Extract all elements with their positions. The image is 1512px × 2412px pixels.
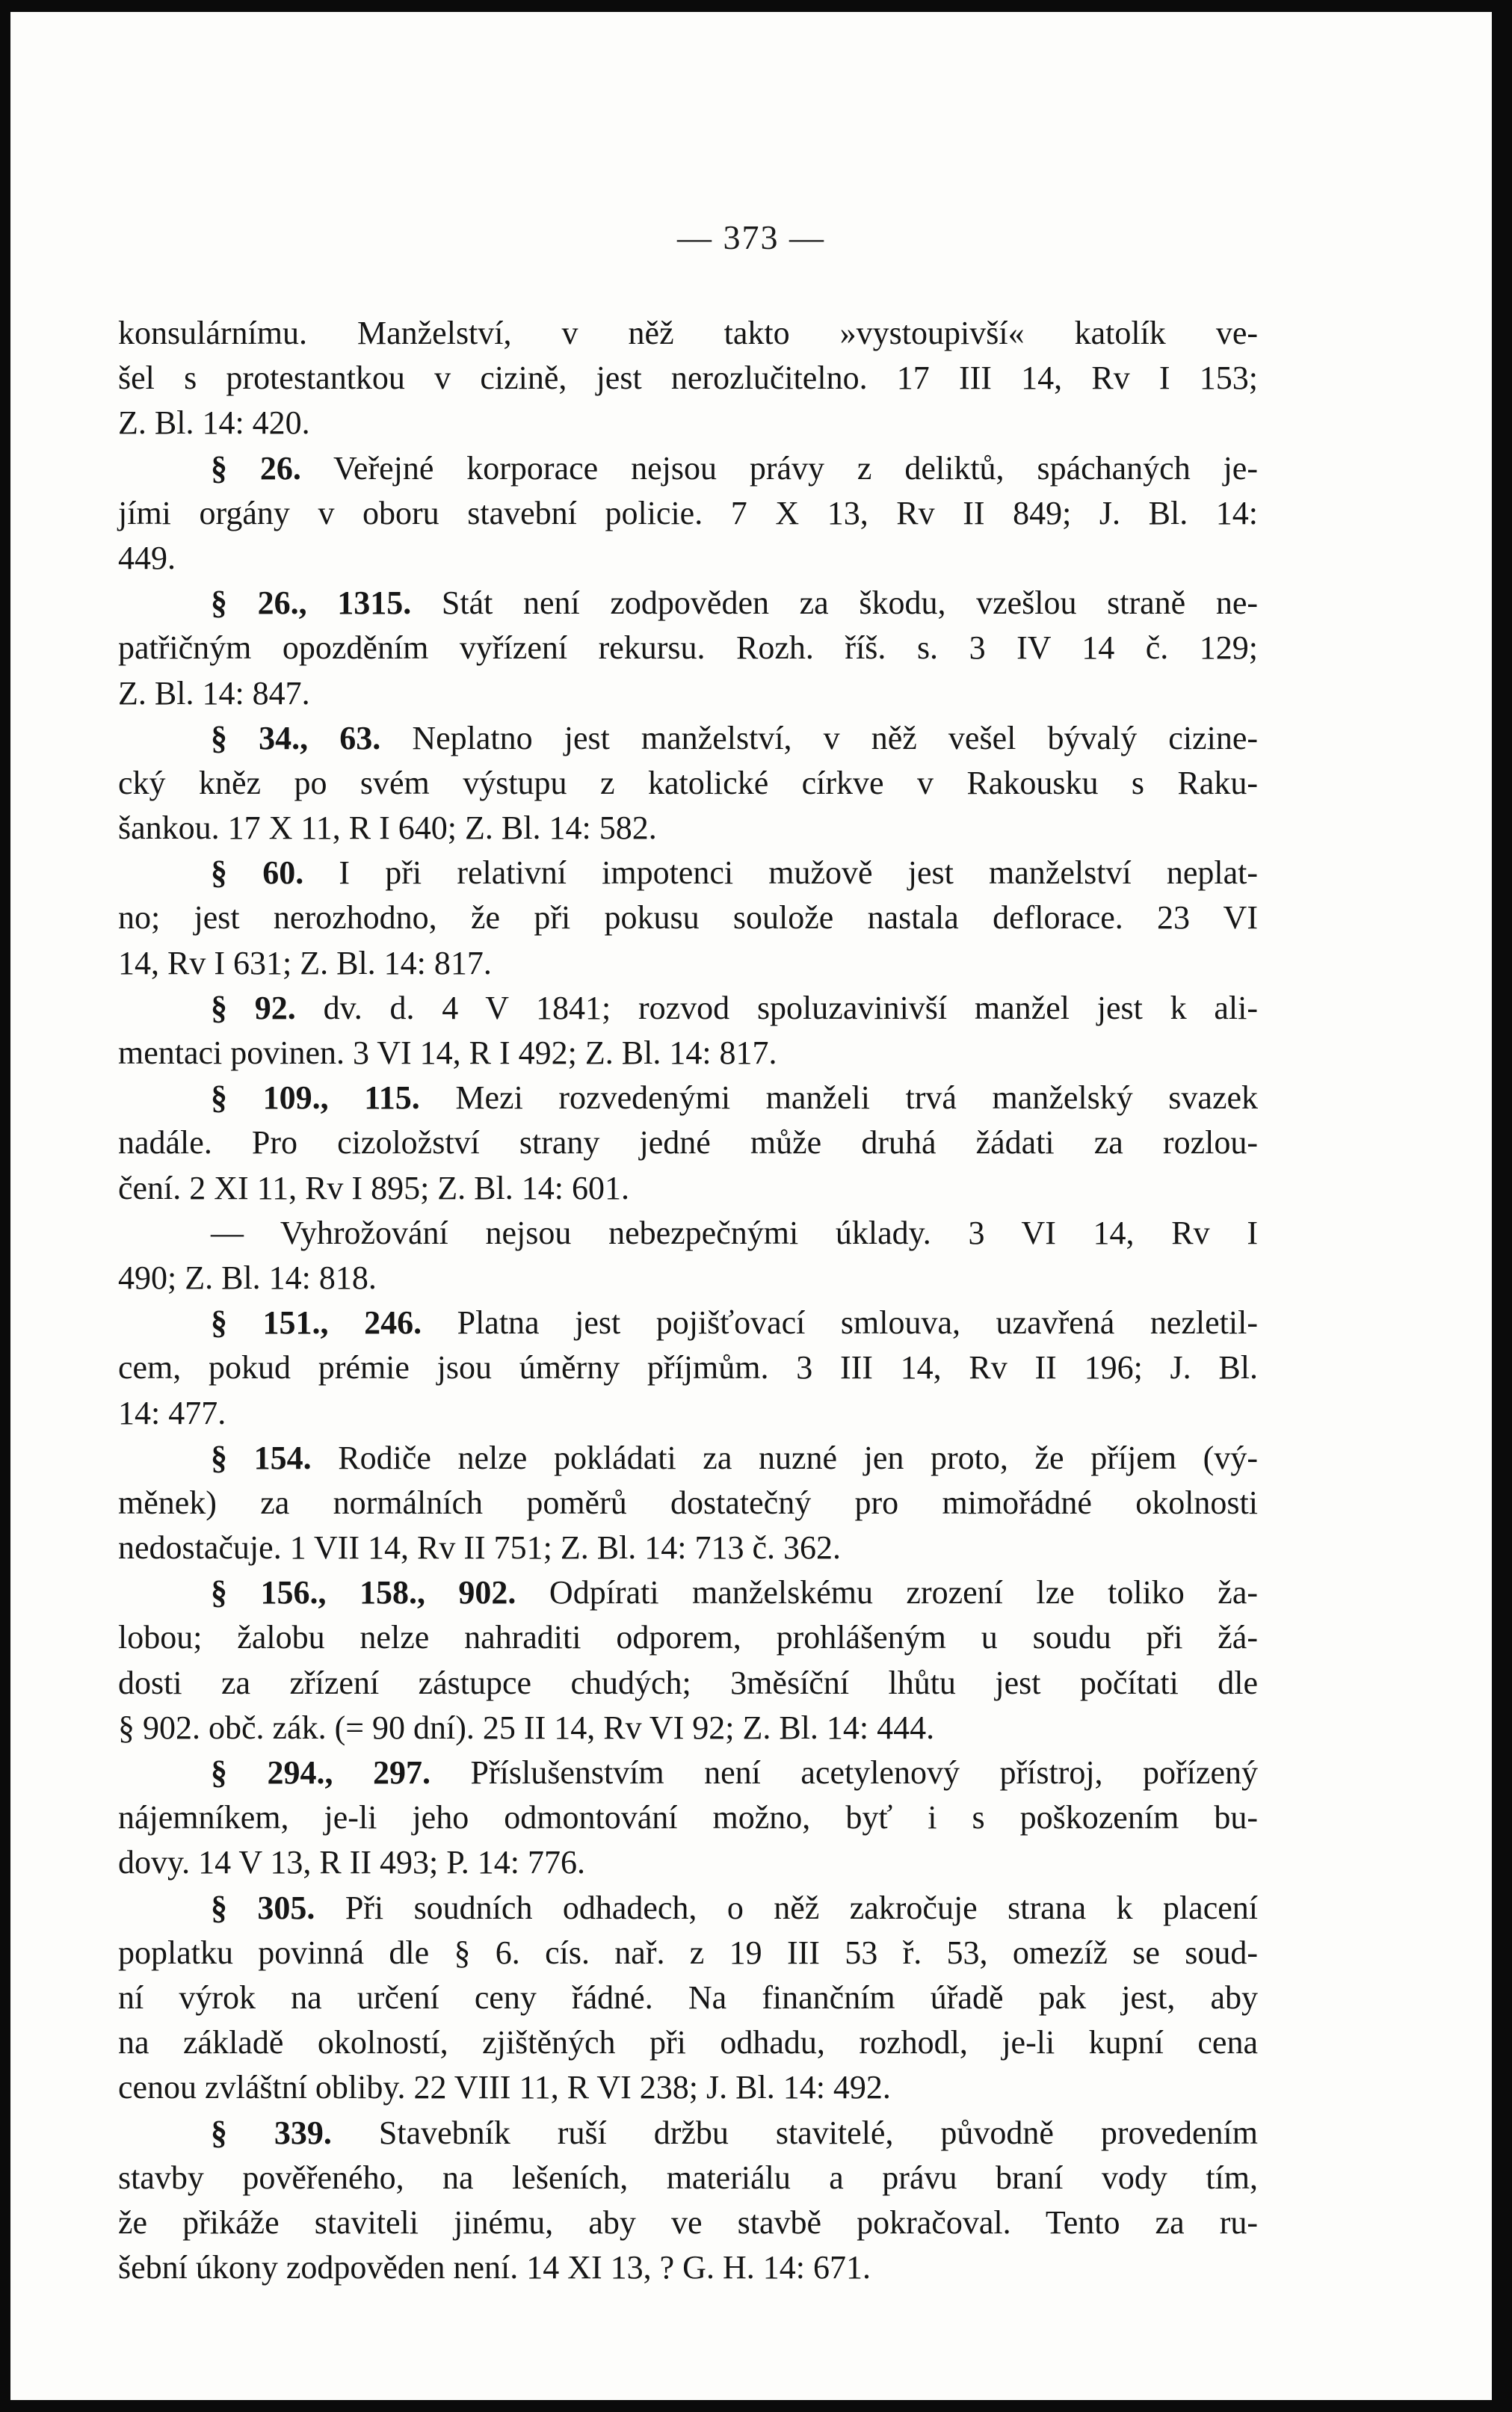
text-line [118, 446, 1258, 491]
text-line [118, 1120, 1258, 1165]
line-text: Neplatno jest manželství, v něž vešel bývalý cizine- [412, 719, 1258, 756]
line-text: mentaci povinen. 3 VI 14, R I 492; Z. Bl. 14: 817. [118, 1034, 777, 1071]
text-line [118, 986, 1258, 1031]
text-line [118, 536, 1258, 581]
text-line [118, 1166, 1258, 1211]
text-line [118, 401, 1258, 445]
text-line [118, 761, 1258, 806]
line-text: nájemníkem, je-li jeho odmontování možno, byť i s poškozením bu- [118, 1799, 1258, 1836]
text-line [118, 1256, 1258, 1301]
text-line [118, 2020, 1258, 2065]
line-text: jími orgány v oboru stavební policie. 7 X 13, Rv II 849; J. Bl. 14: [118, 494, 1258, 531]
text-line [118, 806, 1258, 851]
line-text: Mezi rozvedenými manželi trvá manželský svazek [455, 1079, 1259, 1117]
text-line [118, 1481, 1258, 1526]
section-reference: § 339. [211, 2114, 332, 2151]
line-text: lobou; žalobu nelze nahraditi odporem, prohlášeným u soudu při žá- [118, 1619, 1258, 1656]
line-text: dv. d. 4 V 1841; rozvod spoluzavinivší manžel jest k ali- [323, 989, 1259, 1026]
line-text: 14: 477. [118, 1394, 226, 1431]
line-text: no; jest nerozhodno, že při pokusu soulože nastala deflorace. 23 VI [118, 899, 1258, 937]
line-text: Veřejné korporace nejsou právy z deliktů, spáchaných je- [333, 449, 1258, 487]
text-line [118, 1795, 1258, 1840]
text-line [118, 1391, 1258, 1436]
line-text: § 902. obč. zák. (= 90 dní). 25 II 14, Rv VI 92; Z. Bl. 14: 444. [118, 1709, 935, 1746]
line-text: Odpírati manželskému zrození lze toliko ža- [549, 1574, 1258, 1611]
book-page [10, 12, 1492, 2400]
text-line [118, 1211, 1258, 1256]
text-line [118, 1076, 1258, 1120]
line-text: konsulárnímu. Manželství, v něž takto »vystoupivší« katolík ve- [118, 315, 1258, 351]
line-text: Příslušenstvím není acetylenový přístroj, pořízený [470, 1754, 1258, 1791]
line-text: Rodiče nelze pokládati za nuzné jen proto, že příjem (vý- [338, 1439, 1258, 1476]
text-line [118, 851, 1258, 895]
line-text: šel s protestantkou v cizině, jest nerozlučitelno. 17 III 14, Rv I 153; [118, 360, 1258, 397]
line-text: šankou. 17 X 11, R I 640; Z. Bl. 14: 582. [118, 809, 657, 847]
section-reference: § 26., 1315. [211, 585, 412, 622]
text-line [118, 2245, 1258, 2290]
line-text: 14, Rv I 631; Z. Bl. 14: 817. [118, 944, 492, 981]
line-text: Stavebník ruší držbu stavitelé, původně provedením [378, 2114, 1258, 2151]
section-reference: § 34., 63. [211, 719, 381, 756]
line-text: cem, pokud prémie jsou úměrny příjmům. 3 III 14, Rv II 196; J. Bl. [118, 1349, 1258, 1387]
line-text: cenou zvláštní obliby. 22 VIII 11, R VI 238; J. Bl. 14: 492. [118, 2069, 891, 2106]
text-line [118, 1031, 1258, 1076]
text-line [118, 2200, 1258, 2245]
text-line [118, 941, 1258, 986]
line-text: dosti za zřízení zástupce chudých; 3měsíční lhůtu jest počítati dle [118, 1664, 1258, 1701]
text-line [118, 1706, 1258, 1751]
line-text: ní výrok na určení ceny řádné. Na finančním úřadě pak jest, aby [118, 1978, 1258, 2016]
line-text: na základě okolností, zjištěných při odhadu, rozhodl, je-li kupní cena [118, 2024, 1258, 2061]
line-text: cký kněz po svém výstupu z katolické církve v Rakousku s Raku- [118, 764, 1258, 801]
line-text: nedostačuje. 1 VII 14, Rv II 751; Z. Bl. 14: 713 č. 362. [118, 1529, 842, 1567]
section-reference: § 154. [211, 1439, 312, 1476]
line-text: Při soudních odhadech, o něž zakročuje strana k placení [345, 1889, 1258, 1926]
line-text: stavby pověřeného, na lešeních, materiálu a právu braní vody tím, [118, 2159, 1258, 2196]
text-line [118, 1436, 1258, 1481]
text-line [118, 1975, 1258, 2020]
scan-edge [1492, 0, 1512, 2412]
section-reference: § 92. [211, 989, 296, 1026]
line-text: měnek) za normálních poměrů dostatečný pro mimořádné okolnosti [118, 1484, 1258, 1521]
text-line [118, 626, 1258, 670]
text-line [118, 2065, 1258, 2110]
line-text: že přikáže staviteli jinému, aby ve stavbě pokračoval. Tento za ru- [118, 2203, 1258, 2241]
line-text: poplatku povinná dle § 6. cís. nař. z 19 III 53 ř. 53, omezíž se soud- [118, 1934, 1258, 1971]
section-reference: § 151., 246. [211, 1304, 422, 1342]
text-line [118, 581, 1258, 626]
text-line [118, 1840, 1258, 1885]
text-line [118, 356, 1258, 401]
section-reference: § 109., 115. [211, 1079, 420, 1117]
text-line [118, 2111, 1258, 2156]
line-text: — Vyhrožování nejsou nebezpečnými úklady. 3 VI 14, Rv I [211, 1214, 1258, 1251]
section-reference: § 305. [211, 1889, 315, 1926]
line-text: čení. 2 XI 11, Rv I 895; Z. Bl. 14: 601. [118, 1169, 629, 1206]
line-text: 490; Z. Bl. 14: 818. [118, 1259, 377, 1296]
section-reference: § 294., 297. [211, 1754, 431, 1791]
text-line [118, 311, 1258, 356]
text-line [118, 895, 1258, 940]
text-line [118, 1570, 1258, 1615]
line-text: dovy. 14 V 13, R II 493; P. 14: 776. [118, 1844, 586, 1881]
text-line [118, 2156, 1258, 2200]
text-line [118, 1931, 1258, 1975]
text-line [118, 1301, 1258, 1345]
text-line [118, 1526, 1258, 1570]
line-text: Z. Bl. 14: 847. [118, 674, 310, 712]
text-line [118, 1751, 1258, 1795]
section-reference: § 26. [211, 449, 301, 487]
line-text: Z. Bl. 14: 420. [118, 404, 310, 442]
line-text: nadále. Pro cizoložství strany jedné může druhá žádati za rozlou- [118, 1124, 1258, 1162]
text-line [118, 1615, 1258, 1660]
page-number: — 373 — [677, 218, 825, 256]
text-line [118, 716, 1258, 761]
line-text: šební úkony zodpověden není. 14 XI 13, ? G. H. 14: 671. [118, 2249, 871, 2286]
text-line [118, 1345, 1258, 1390]
line-text: Platna jest pojišťovací smlouva, uzavřená nezletil- [457, 1304, 1258, 1342]
text-line [118, 671, 1258, 716]
line-text: patřičným opozděním vyřízení rekursu. Rozh. říš. s. 3 IV 14 č. 129; [118, 629, 1258, 667]
text-line [118, 1661, 1258, 1706]
section-reference: § 156., 158., 902. [211, 1574, 516, 1611]
legal-text-body [118, 311, 1258, 2290]
line-text: I při relativní impotenci mužově jest manželství neplat- [339, 854, 1259, 892]
line-text: Stát není zodpověden za škodu, vzešlou straně ne- [441, 585, 1259, 622]
text-line [118, 491, 1258, 536]
text-line [118, 1886, 1258, 1931]
section-reference: § 60. [211, 854, 304, 892]
line-text: 449. [118, 539, 176, 576]
